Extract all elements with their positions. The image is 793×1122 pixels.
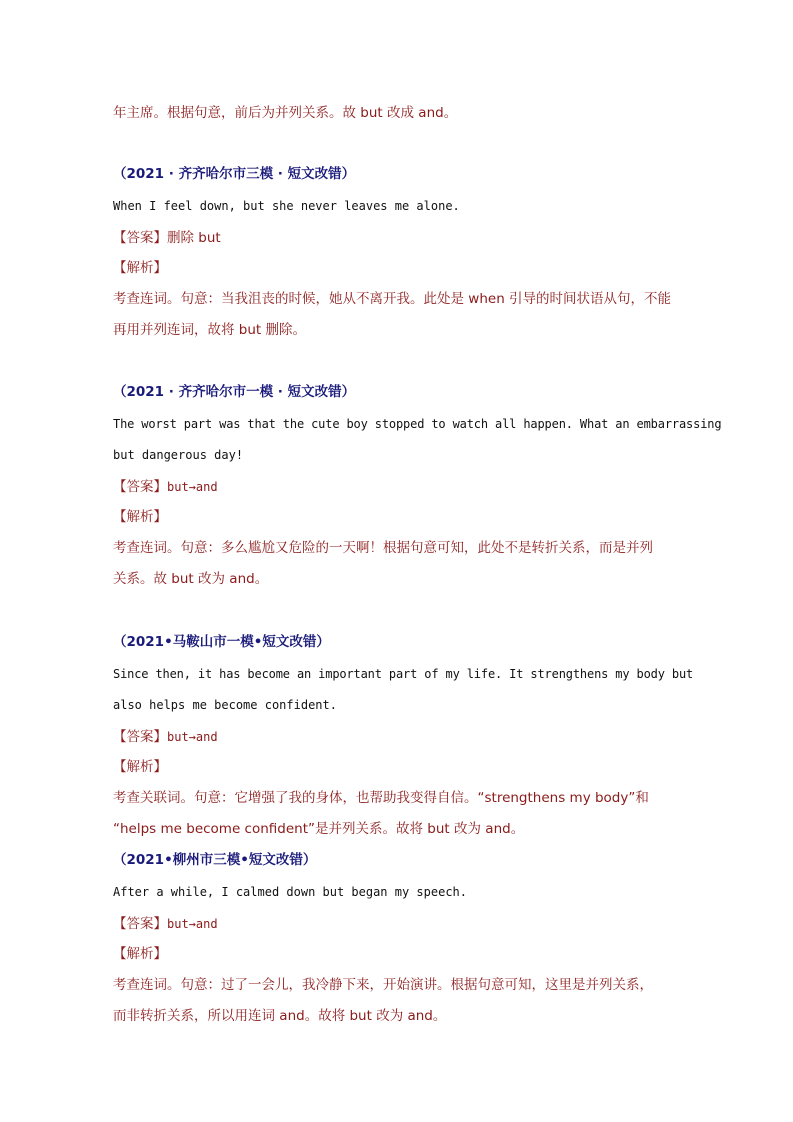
item-3-sentence-line-1: Since then, it has become an important part of my life. It strengthens my body but — [113, 667, 694, 681]
item-4-sentence-line-1: After a while, I calmed down but began my speech. — [113, 885, 468, 899]
item-2-answer — [113, 476, 218, 497]
item-1-sentence-line-1: When I feel down, but she never leaves me alone. — [113, 199, 460, 213]
item-2-sentence-line-1: The worst part was that the cute boy stopped to watch all happen. What an embarrassing — [113, 417, 722, 431]
item-3-sentence-line-2: also helps me become confident. — [113, 698, 337, 712]
item-2-sentence-line-2: but dangerous day! — [113, 448, 244, 462]
answer-label: 【答案】 — [113, 479, 167, 495]
item-4-answer — [113, 913, 218, 934]
item-2-analysis-line-1: 考查连词。句意：多么尴尬又危险的一天啊！根据句意可知，此处不是转折关系，而是并列 — [113, 540, 653, 556]
answer-label: 【答案】 — [113, 729, 167, 745]
item-4-analysis-label: 【解析】 — [113, 946, 167, 962]
item-1-source: （2021 · 齐齐哈尔市三模 · 短文改错） — [113, 166, 356, 182]
top-continuation: 年主席。根据句意，前后为并列关系。故 but 改成 and。 — [113, 105, 458, 121]
answer-text: but→and — [167, 917, 218, 931]
item-3-source: （2021•马鞍山市一模•短文改错） — [113, 634, 330, 650]
item-3-analysis-line-2: “helps me become confident”是并列关系。故将 but 改为 and。 — [113, 821, 525, 837]
answer-label: 【答案】 — [113, 230, 167, 246]
answer-label: 【答案】 — [113, 916, 167, 932]
item-1-answer — [113, 227, 221, 248]
item-3-analysis-line-1: 考查关联词。句意：它增强了我的身体，也帮助我变得自信。“strengthens my body”和 — [113, 790, 649, 806]
item-2-analysis-label: 【解析】 — [113, 509, 167, 525]
item-1-analysis-label: 【解析】 — [113, 260, 167, 276]
item-3-analysis-label: 【解析】 — [113, 759, 167, 775]
item-4-source: （2021•柳州市三模•短文改错） — [113, 852, 317, 868]
item-2-analysis-line-2: 关系。故 but 改为 and。 — [113, 571, 269, 587]
answer-text: but→and — [167, 480, 218, 494]
item-3-answer — [113, 726, 218, 747]
answer-text: 删除 but — [167, 230, 221, 246]
answer-text: but→and — [167, 730, 218, 744]
item-4-analysis-line-2: 而非转折关系，所以用连词 and。故将 but 改为 and。 — [113, 1008, 447, 1024]
item-1-analysis-line-1: 考查连词。句意：当我沮丧的时候，她从不离开我。此处是 when 引导的时间状语从句，不能 — [113, 291, 672, 307]
item-4-analysis-line-1: 考查连词。句意：过了一会儿，我冷静下来，开始演讲。根据句意可知，这里是并列关系， — [113, 977, 653, 993]
item-1-analysis-line-2: 再用并列连词，故将 but 删除。 — [113, 322, 307, 338]
item-2-source: （2021 · 齐齐哈尔市一模 · 短文改错） — [113, 384, 356, 400]
